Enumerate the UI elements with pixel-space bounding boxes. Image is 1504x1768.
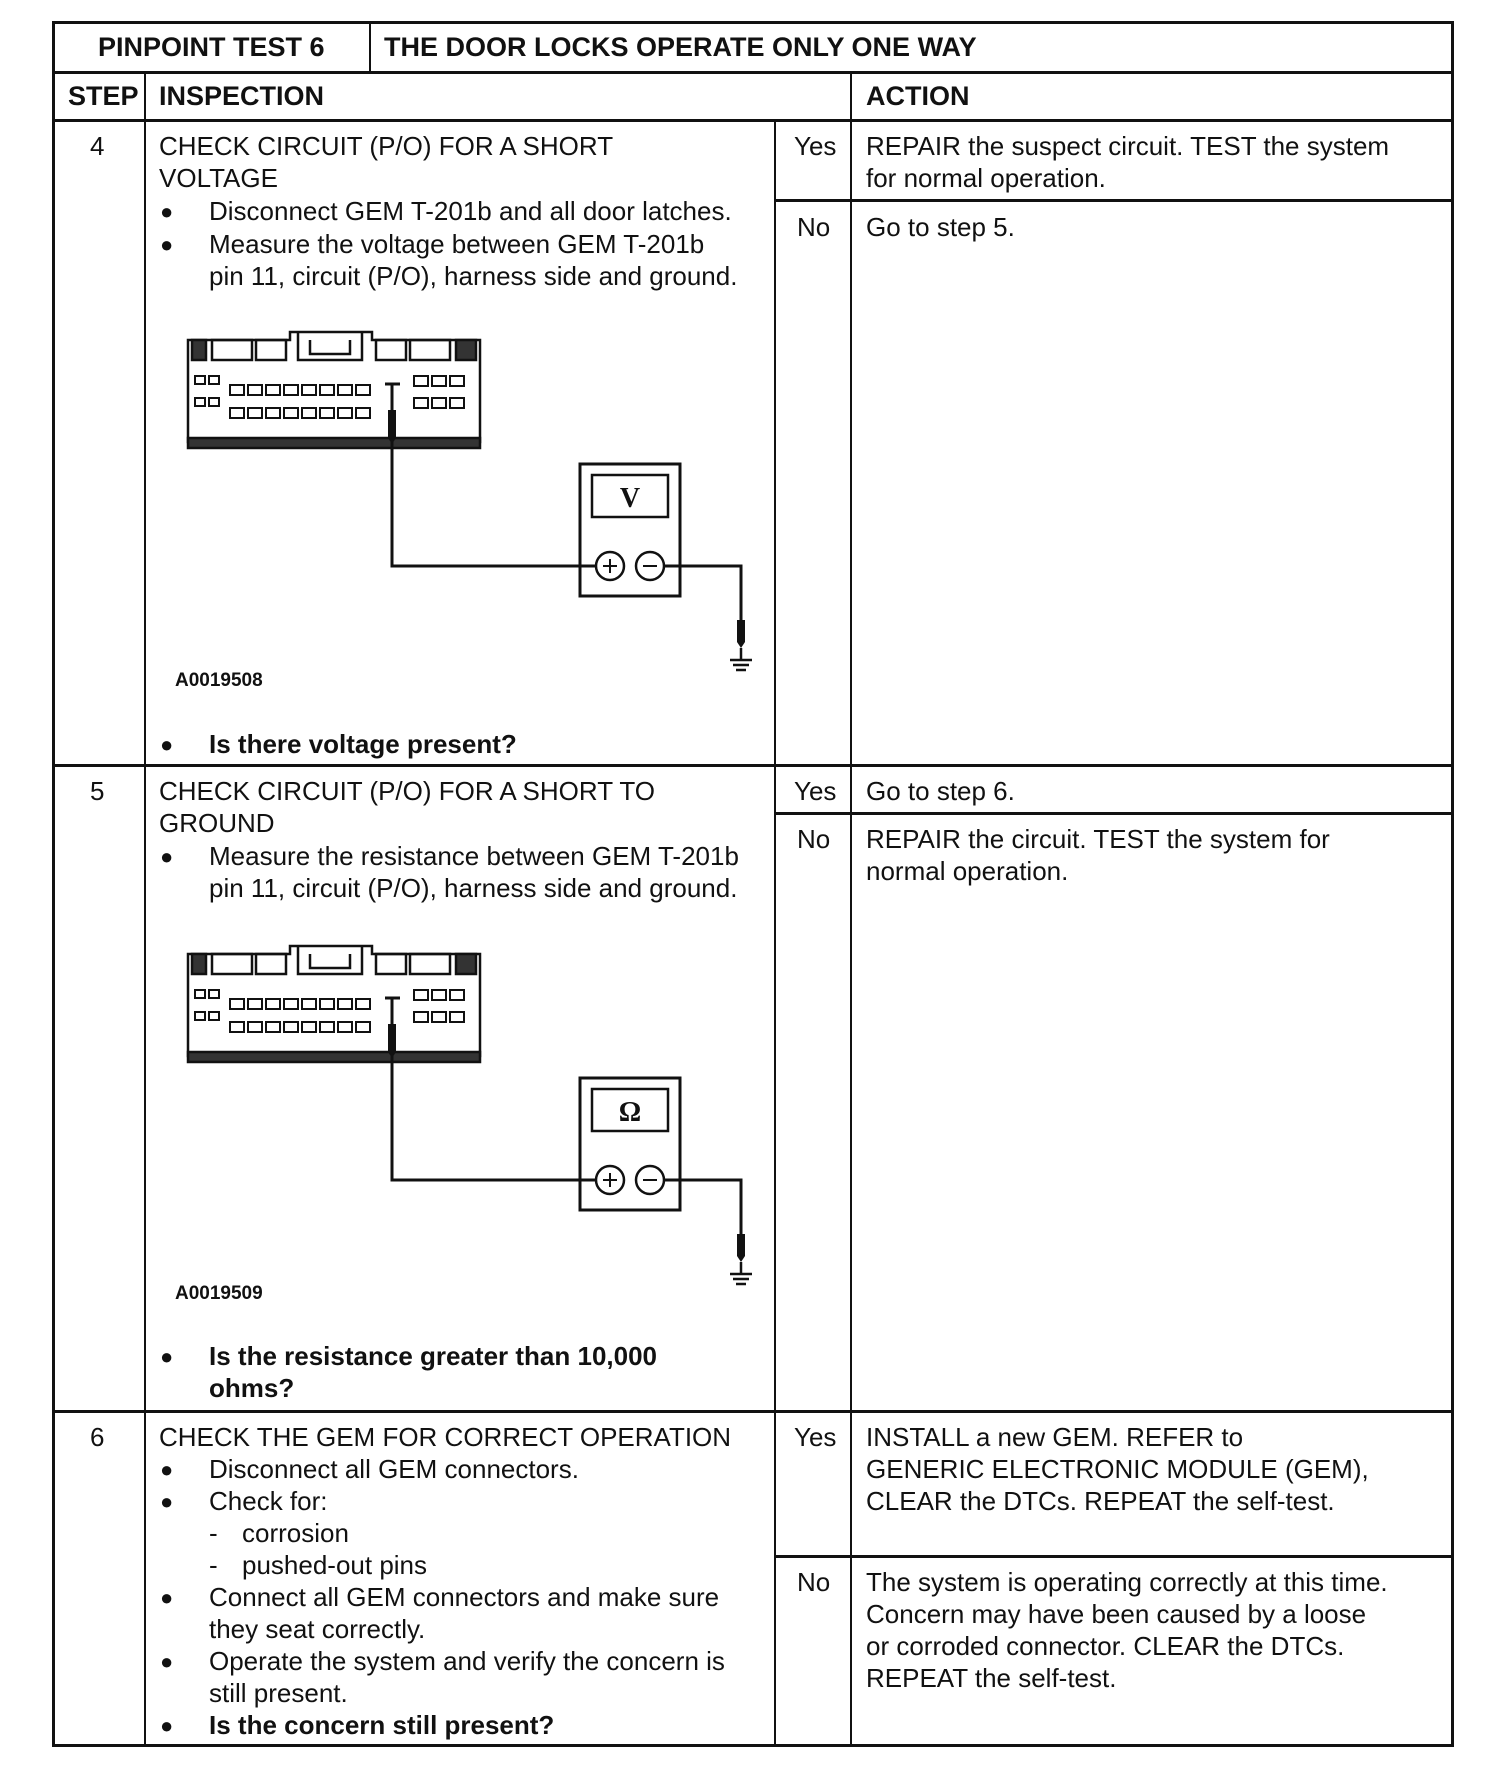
bullet-icon: ● bbox=[160, 844, 174, 869]
step-title: CHECK CIRCUIT (P/O) FOR A SHORT TO bbox=[159, 776, 656, 806]
yes-action: CLEAR the DTCs. REPEAT the self-test. bbox=[866, 1486, 1335, 1516]
step-title: CHECK CIRCUIT (P/O) FOR A SHORT bbox=[159, 131, 614, 161]
yes-action: Go to step 6. bbox=[866, 776, 1015, 806]
step-number: 5 bbox=[90, 776, 105, 806]
bullet-icon: ● bbox=[160, 1649, 174, 1674]
inspection-bullet: Connect all GEM connectors and make sure bbox=[209, 1582, 720, 1612]
inspection-bullet: Measure the voltage between GEM T-201b bbox=[209, 229, 705, 259]
yes-action: GENERIC ELECTRONIC MODULE (GEM), bbox=[866, 1454, 1369, 1484]
inspection-bullet: still present. bbox=[209, 1678, 348, 1708]
yes-action: REPAIR the suspect circuit. TEST the system bbox=[866, 131, 1390, 161]
no-label: No bbox=[797, 212, 831, 242]
yes-label: Yes bbox=[794, 1422, 837, 1452]
meter-symbol: V bbox=[619, 483, 641, 514]
yes-action: for normal operation. bbox=[866, 163, 1106, 193]
figure-id: A0019509 bbox=[175, 1283, 263, 1304]
bullet-icon: ● bbox=[160, 1713, 174, 1738]
col-action-header: ACTION bbox=[866, 81, 970, 111]
inspection-bullet: they seat correctly. bbox=[209, 1614, 426, 1644]
connector-voltmeter-diagram bbox=[180, 330, 760, 690]
step-question: Is the concern still present? bbox=[209, 1710, 555, 1740]
step-title: VOLTAGE bbox=[159, 163, 278, 193]
inspection-bullet: Disconnect GEM T-201b and all door latches. bbox=[209, 196, 732, 226]
col-inspection-header: INSPECTION bbox=[159, 81, 325, 111]
bullet-icon: ● bbox=[160, 1344, 174, 1369]
inspection-bullet: pin 11, circuit (P/O), harness side and ground. bbox=[209, 873, 738, 903]
no-action: The system is operating correctly at this time. bbox=[866, 1567, 1388, 1597]
step-question: Is there voltage present? bbox=[209, 729, 517, 759]
bullet-icon: ● bbox=[160, 1457, 174, 1482]
no-label: No bbox=[797, 1567, 831, 1597]
no-action: normal operation. bbox=[866, 856, 1069, 886]
step-number: 4 bbox=[90, 131, 105, 161]
dash-icon: - bbox=[209, 1550, 218, 1580]
no-action: REPAIR the circuit. TEST the system for bbox=[866, 824, 1330, 854]
dash-icon: - bbox=[209, 1518, 218, 1548]
inspection-bullet: Measure the resistance between GEM T-201b bbox=[209, 841, 739, 871]
figure-id: A0019508 bbox=[175, 670, 263, 691]
step-title: GROUND bbox=[159, 808, 275, 838]
meter-symbol: Ω bbox=[618, 1097, 642, 1128]
yes-label: Yes bbox=[794, 776, 837, 806]
step-question: Is the resistance greater than 10,000 bbox=[209, 1341, 658, 1371]
inspection-bullet: Check for: bbox=[209, 1486, 328, 1516]
connector-ohmmeter-diagram bbox=[180, 944, 760, 1304]
inspection-bullet: pin 11, circuit (P/O), harness side and ground. bbox=[209, 261, 738, 291]
yes-label: Yes bbox=[794, 131, 837, 161]
no-action: Go to step 5. bbox=[866, 212, 1015, 242]
no-action: REPEAT the self-test. bbox=[866, 1663, 1117, 1693]
no-action: or corroded connector. CLEAR the DTCs. bbox=[866, 1631, 1345, 1661]
bullet-icon: ● bbox=[160, 199, 174, 224]
inspection-bullet: Disconnect all GEM connectors. bbox=[209, 1454, 579, 1484]
sub-item: pushed-out pins bbox=[242, 1550, 428, 1580]
bullet-icon: ● bbox=[160, 732, 174, 757]
bullet-icon: ● bbox=[160, 1585, 174, 1610]
test-title: THE DOOR LOCKS OPERATE ONLY ONE WAY bbox=[384, 32, 977, 62]
inspection-bullet: Operate the system and verify the concern is bbox=[209, 1646, 725, 1676]
test-label: PINPOINT TEST 6 bbox=[98, 32, 325, 62]
yes-action: INSTALL a new GEM. REFER to bbox=[866, 1422, 1244, 1452]
step-question: ohms? bbox=[209, 1373, 295, 1403]
step-number: 6 bbox=[90, 1422, 105, 1452]
step-title: CHECK THE GEM FOR CORRECT OPERATION bbox=[159, 1422, 732, 1452]
col-step-header: STEP bbox=[68, 81, 139, 111]
sub-item: corrosion bbox=[242, 1518, 349, 1548]
no-action: Concern may have been caused by a loose bbox=[866, 1599, 1367, 1629]
bullet-icon: ● bbox=[160, 232, 174, 257]
bullet-icon: ● bbox=[160, 1489, 174, 1514]
no-label: No bbox=[797, 824, 831, 854]
